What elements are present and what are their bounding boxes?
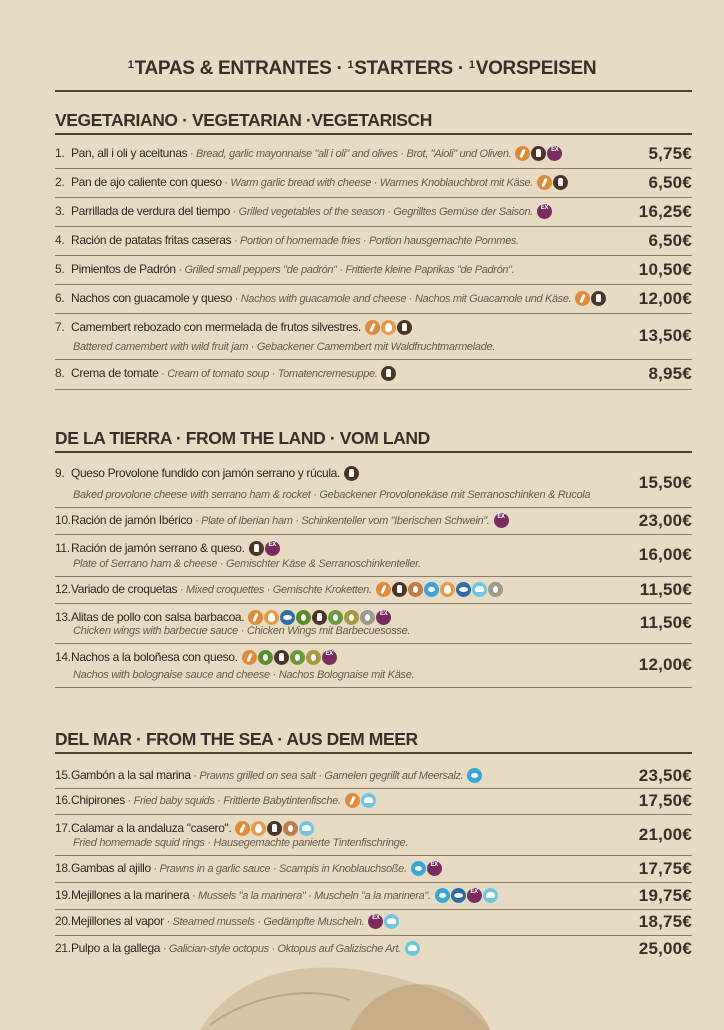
dish-translation: · Plate of Iberian ham · Schinkenteller vom "Iberischen Schwein". bbox=[192, 515, 490, 527]
sulph-allergen-icon: EX bbox=[322, 650, 337, 665]
dish-name: Mejillones al vapor bbox=[71, 914, 164, 928]
item-number: 6. bbox=[55, 291, 65, 305]
dish-name: Pimientos de Padrón bbox=[71, 262, 176, 276]
dish-name: Camembert rebozado con mermelada de frutos silvestres. bbox=[71, 320, 361, 334]
dish-translation: · Prawns in a garlic sauce · Scampis in Knoblauchsoße. bbox=[150, 863, 407, 875]
allergen-icons bbox=[575, 291, 607, 306]
superscript-1: 1 bbox=[127, 59, 134, 71]
menu-item-line bbox=[55, 262, 514, 276]
dish-translation: Plate of Serrano ham & cheese · Gemischter Käse & Serranoschinkenteller. bbox=[73, 558, 421, 570]
item-number: 9. bbox=[55, 466, 65, 480]
menu-item-line bbox=[55, 366, 397, 381]
dish-translation: Fried homemade squid rings · Hausegemachte panierte Tintenfischringe. bbox=[73, 837, 409, 849]
item-number: 4. bbox=[55, 233, 65, 247]
menu-item bbox=[55, 789, 692, 815]
mollusc-allergen-icon bbox=[361, 793, 376, 808]
allergen-icons bbox=[344, 466, 360, 481]
title-separator: · bbox=[457, 58, 464, 79]
dish-name: Ración de jamón serrano & queso. bbox=[71, 541, 245, 555]
item-number: 5. bbox=[55, 262, 65, 276]
section-title: DE LA TIERRA · FROM THE LAND · VOM LAND bbox=[55, 428, 430, 448]
title-part-starters: STARTERS bbox=[354, 58, 453, 79]
gluten-allergen-icon bbox=[575, 291, 590, 306]
item-number: 2. bbox=[55, 175, 65, 189]
price: 16,00€ bbox=[638, 545, 692, 564]
menu-item bbox=[55, 140, 692, 169]
menu-item bbox=[55, 460, 692, 508]
crust-allergen-icon bbox=[467, 768, 482, 783]
mollusc-allergen-icon bbox=[384, 914, 399, 929]
dish-name: Gambón a la sal marina bbox=[71, 768, 191, 782]
section-divider bbox=[55, 752, 692, 754]
allergen-icons bbox=[235, 821, 315, 836]
price: 17,50€ bbox=[638, 791, 692, 810]
allergen-icons bbox=[515, 146, 563, 161]
price: 25,00€ bbox=[638, 939, 692, 958]
menu-item bbox=[55, 227, 692, 256]
sulph-allergen-icon: EX bbox=[265, 541, 280, 556]
sesame-allergen-icon bbox=[360, 610, 375, 625]
soy-allergen-icon bbox=[258, 650, 273, 665]
allergen-icons bbox=[537, 175, 569, 190]
menu-item-line bbox=[55, 768, 483, 783]
menu-item bbox=[55, 256, 692, 285]
allergen-icons bbox=[368, 914, 400, 929]
menu-item-line bbox=[55, 291, 607, 306]
item-number: 7. bbox=[55, 320, 65, 334]
row-divider bbox=[55, 389, 692, 390]
menu-item bbox=[55, 508, 692, 535]
price: 11,50€ bbox=[639, 580, 692, 599]
price: 16,25€ bbox=[638, 202, 692, 221]
menu-item bbox=[55, 815, 692, 856]
crust-allergen-icon bbox=[424, 582, 439, 597]
dish-translation: · Prawns grilled on sea salt · Garnelen gegrillt auf Meersalz. bbox=[190, 770, 464, 782]
allergen-icons bbox=[365, 320, 413, 335]
menu-item bbox=[55, 535, 692, 577]
dish-translation: · Galician-style octopus · Oktopus auf Galizische Art. bbox=[160, 943, 401, 955]
price: 6,50€ bbox=[648, 231, 692, 250]
milk-allergen-icon bbox=[531, 146, 546, 161]
superscript-2: 1 bbox=[347, 59, 354, 71]
menu-item-line bbox=[55, 175, 569, 190]
dish-translation: Battered camembert with wild fruit jam · Gebackener Camembert mit Waldfruchtmarmelade. bbox=[73, 341, 496, 353]
gluten-allergen-icon bbox=[365, 320, 380, 335]
dish-name: Pan, all i oli y aceitunas bbox=[71, 146, 188, 160]
dish-name: Nachos con guacamole y queso bbox=[71, 291, 232, 305]
dish-translation: Chicken wings with barbecue sauce · Chicken Wings mit Barbecuesosse. bbox=[73, 625, 411, 637]
dish-translation: · Warm garlic bread with cheese · Warmes Knoblauchbrot mit Käse. bbox=[221, 177, 533, 189]
gluten-allergen-icon bbox=[235, 821, 250, 836]
title-separator: · bbox=[336, 58, 343, 79]
dish-name: Mejillones a la marinera bbox=[71, 888, 190, 902]
milk-allergen-icon bbox=[392, 582, 407, 597]
milk-allergen-icon bbox=[344, 466, 359, 481]
menu-item bbox=[55, 169, 692, 198]
item-number: 10. bbox=[55, 513, 71, 527]
sesame-allergen-icon bbox=[488, 582, 503, 597]
section-title: VEGETARIANO · VEGETARIAN ·VEGETARISCH bbox=[55, 110, 433, 130]
egg-allergen-icon bbox=[381, 320, 396, 335]
gluten-allergen-icon bbox=[515, 146, 530, 161]
allergen-icons bbox=[242, 650, 338, 665]
price: 13,50€ bbox=[638, 326, 692, 345]
dish-translation: · Portion of homemade fries · Portion hausgemachte Pommes. bbox=[231, 235, 519, 247]
dish-translation: · Mussels "a la marinera" · Muscheln "a la marinera". bbox=[189, 890, 431, 902]
menu-item-line bbox=[55, 233, 519, 247]
item-number: 15. bbox=[55, 768, 71, 782]
dish-name: Crema de tomate bbox=[71, 366, 159, 380]
dish-translation: · Nachos with guacamole and cheese · Nachos mit Guacamole und Käse. bbox=[231, 293, 572, 305]
price: 15,50€ bbox=[638, 473, 692, 492]
allergen-icons bbox=[248, 610, 392, 625]
dish-translation: Nachos with bolognaise sauce and cheese · Nachos Bolognaise mit Käse. bbox=[73, 669, 415, 681]
price: 6,50€ bbox=[648, 173, 692, 192]
price: 17,75€ bbox=[638, 859, 692, 878]
item-number: 3. bbox=[55, 204, 65, 218]
allergen-icons bbox=[411, 861, 443, 876]
section-divider bbox=[55, 133, 692, 135]
menu-item-line bbox=[55, 610, 392, 625]
dish-translation: · Grilled vegetables of the season · Gegrilltes Gemüse der Saison. bbox=[229, 206, 533, 218]
dish-name: Nachos a la boloñesa con queso. bbox=[71, 650, 238, 664]
mustard-allergen-icon bbox=[306, 650, 321, 665]
item-number: 16. bbox=[55, 793, 71, 807]
celery-allergen-icon bbox=[328, 610, 343, 625]
dish-translation: · Bread, garlic mayonnaise "all i oli" and olives · Brot, "Aioli" und Oliven. bbox=[187, 148, 512, 160]
dish-name: Ración de jamón Ibérico bbox=[71, 513, 193, 527]
dish-translation: · Fried baby squids · Frittierte Babytintenfische. bbox=[124, 795, 341, 807]
price: 5,75€ bbox=[648, 144, 692, 163]
title-divider bbox=[55, 90, 692, 92]
milk-allergen-icon bbox=[591, 291, 606, 306]
superscript-3: 1 bbox=[468, 59, 475, 71]
item-number: 21. bbox=[55, 941, 71, 955]
menu-item-line bbox=[55, 861, 443, 876]
dish-name: Queso Provolone fundido con jamón serrano y rúcula. bbox=[71, 466, 340, 480]
mustard-allergen-icon bbox=[344, 610, 359, 625]
menu-item-line bbox=[55, 204, 553, 219]
price: 8,95€ bbox=[648, 364, 692, 383]
item-number: 14. bbox=[55, 650, 71, 664]
dish-name: Pulpo a la gallega bbox=[71, 941, 161, 955]
menu-item-line bbox=[55, 466, 360, 481]
dish-name: Pan de ajo caliente con queso bbox=[71, 175, 222, 189]
item-number: 12. bbox=[55, 582, 71, 596]
allergen-icons bbox=[467, 768, 483, 783]
fish-allergen-icon bbox=[451, 888, 466, 903]
sulph-allergen-icon: EX bbox=[537, 204, 552, 219]
price: 11,50€ bbox=[639, 613, 692, 632]
allergen-icons bbox=[435, 888, 499, 903]
menu-item bbox=[55, 577, 692, 604]
shrimp-photo bbox=[190, 940, 500, 1030]
price: 10,50€ bbox=[638, 260, 692, 279]
menu-item bbox=[55, 360, 692, 390]
allergen-icons bbox=[381, 366, 397, 381]
mollusc-allergen-icon bbox=[472, 582, 487, 597]
price: 18,75€ bbox=[638, 912, 692, 931]
milk-allergen-icon bbox=[267, 821, 282, 836]
allergen-icons bbox=[345, 793, 377, 808]
menu-item bbox=[55, 198, 692, 227]
dish-name: Calamar a la andaluza "casero". bbox=[71, 821, 232, 835]
menu-item bbox=[55, 644, 692, 688]
menu-item-line bbox=[55, 146, 563, 161]
price: 23,50€ bbox=[638, 766, 692, 785]
dish-name: Chipirones bbox=[71, 793, 125, 807]
price: 21,00€ bbox=[638, 825, 692, 844]
milk-allergen-icon bbox=[312, 610, 327, 625]
sulph-allergen-icon: EX bbox=[467, 888, 482, 903]
item-number: 19. bbox=[55, 888, 71, 902]
dish-translation: · Cream of tomato soup · Tomatencremesuppe. bbox=[158, 368, 378, 380]
milk-allergen-icon bbox=[249, 541, 264, 556]
dish-name: Variado de croquetas bbox=[71, 582, 178, 596]
sulph-allergen-icon: EX bbox=[547, 146, 562, 161]
sulph-allergen-icon: EX bbox=[494, 513, 509, 528]
mollusc-allergen-icon bbox=[299, 821, 314, 836]
price: 12,00€ bbox=[638, 655, 692, 674]
price: 23,00€ bbox=[638, 511, 692, 530]
egg-allergen-icon bbox=[440, 582, 455, 597]
menu-item-line bbox=[55, 650, 338, 665]
menu-item bbox=[55, 910, 692, 936]
menu-item bbox=[55, 314, 692, 360]
item-number: 20. bbox=[55, 914, 71, 928]
menu-item-line bbox=[55, 793, 377, 808]
item-number: 8. bbox=[55, 366, 65, 380]
sulph-allergen-icon: EX bbox=[427, 861, 442, 876]
mollusc-allergen-icon bbox=[483, 888, 498, 903]
dish-translation: · Mixed croquettes · Gemischte Kroketten. bbox=[177, 584, 372, 596]
milk-allergen-icon bbox=[553, 175, 568, 190]
dish-translation: · Grilled small peppers "de padrón" · Frittierte kleine Paprikas "de Padrón". bbox=[175, 264, 515, 276]
menu-item bbox=[55, 856, 692, 883]
price: 19,75€ bbox=[638, 886, 692, 905]
soy-allergen-icon bbox=[296, 610, 311, 625]
gluten-allergen-icon bbox=[242, 650, 257, 665]
title-part-vorspeisen: VORSPEISEN bbox=[475, 58, 597, 79]
peanut-allergen-icon bbox=[408, 582, 423, 597]
celery-allergen-icon bbox=[290, 650, 305, 665]
allergen-icons bbox=[494, 513, 510, 528]
sulph-allergen-icon: EX bbox=[376, 610, 391, 625]
menu-item bbox=[55, 285, 692, 314]
gluten-allergen-icon bbox=[248, 610, 263, 625]
dish-name: Ración de patatas fritas caseras bbox=[71, 233, 232, 247]
dish-name: Parrillada de verdura del tiempo bbox=[71, 204, 230, 218]
menu-item bbox=[55, 883, 692, 910]
peanut-allergen-icon bbox=[283, 821, 298, 836]
dish-translation: · Steamed mussels · Gedämpfte Muscheln. bbox=[163, 916, 365, 928]
milk-allergen-icon bbox=[274, 650, 289, 665]
section-title: DEL MAR · FROM THE SEA · AUS DEM MEER bbox=[55, 729, 418, 749]
gluten-allergen-icon bbox=[345, 793, 360, 808]
gluten-allergen-icon bbox=[537, 175, 552, 190]
menu-item bbox=[55, 604, 692, 644]
menu-item-line bbox=[55, 320, 413, 335]
menu-item-line bbox=[55, 582, 504, 597]
section-divider bbox=[55, 451, 692, 453]
dish-name: Gambas al ajillo bbox=[71, 861, 151, 875]
item-number: 17. bbox=[55, 821, 71, 835]
menu-item bbox=[55, 764, 692, 789]
milk-allergen-icon bbox=[381, 366, 396, 381]
item-number: 13. bbox=[55, 610, 71, 624]
page-title bbox=[0, 58, 724, 80]
fish-allergen-icon bbox=[456, 582, 471, 597]
fish-allergen-icon bbox=[280, 610, 295, 625]
gluten-allergen-icon bbox=[376, 582, 391, 597]
menu-item-line bbox=[55, 821, 315, 836]
menu-item-line bbox=[55, 513, 510, 528]
egg-allergen-icon bbox=[251, 821, 266, 836]
dish-translation: Baked provolone cheese with serrano ham & rocket · Gebackener Provolonekäse mit Serranoschinken & Rucola bbox=[73, 489, 591, 501]
crust-allergen-icon bbox=[435, 888, 450, 903]
egg-allergen-icon bbox=[264, 610, 279, 625]
crust-allergen-icon bbox=[411, 861, 426, 876]
menu-item-line bbox=[55, 541, 281, 556]
item-number: 1. bbox=[55, 146, 65, 160]
menu-item-line bbox=[55, 888, 499, 903]
milk-allergen-icon bbox=[397, 320, 412, 335]
allergen-icons bbox=[249, 541, 281, 556]
sulph-allergen-icon: EX bbox=[368, 914, 383, 929]
item-number: 18. bbox=[55, 861, 71, 875]
item-number: 11. bbox=[55, 541, 70, 555]
title-part-tapas: TAPAS & ENTRANTES bbox=[134, 58, 332, 79]
allergen-icons bbox=[376, 582, 504, 597]
row-divider bbox=[55, 687, 692, 688]
price: 12,00€ bbox=[638, 289, 692, 308]
allergen-icons bbox=[537, 204, 553, 219]
dish-name: Alitas de pollo con salsa barbacoa. bbox=[71, 610, 245, 624]
menu-item-line bbox=[55, 914, 400, 929]
